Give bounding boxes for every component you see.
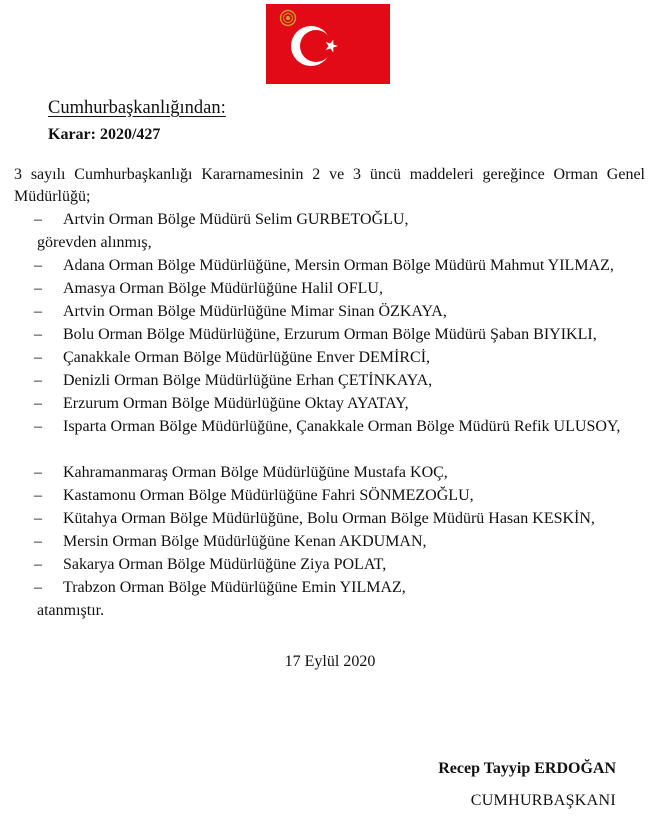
- list-item: [0, 370, 660, 392]
- appointment-text: Kütahya Orman Bölge Müdürlüğüne, Bolu Orman Bölge Müdürü Hasan KESKİN,: [63, 510, 595, 527]
- list-dash: –: [34, 556, 42, 573]
- list-dash: –: [34, 280, 42, 297]
- appointment-text: Sakarya Orman Bölge Müdürlüğüne Ziya POLAT,: [63, 556, 387, 573]
- turkish-flag-emblem: [266, 4, 390, 84]
- signatory-title: CUMHURBAŞKANI: [470, 792, 616, 809]
- appointment-text: Bolu Orman Bölge Müdürlüğüne, Erzurum Orman Bölge Müdürü Şaban BIYIKLI,: [63, 326, 597, 343]
- list-dash: –: [34, 510, 42, 527]
- appointment-text: Denizli Orman Bölge Müdürlüğüne Erhan ÇETİNKAYA,: [63, 372, 433, 389]
- list-dash: –: [34, 211, 42, 228]
- list-dash: –: [34, 579, 42, 596]
- signatory-name: Recep Tayyip ERDOĞAN: [438, 760, 616, 777]
- appointment-text: Artvin Orman Bölge Müdürlüğüne Mimar Sinan ÖZKAYA,: [63, 303, 447, 320]
- appointment-text: Amasya Orman Bölge Müdürlüğüne Halil OFLU,: [63, 280, 383, 297]
- list-item: [0, 324, 660, 346]
- list-item: [0, 508, 660, 530]
- list-dash: –: [34, 533, 42, 550]
- appointment-text: Çanakkale Orman Bölge Müdürlüğüne Enver DEMİRCİ,: [63, 349, 431, 366]
- appointment-text: Kahramanmaraş Orman Bölge Müdürlüğüne Mustafa KOÇ,: [63, 464, 448, 481]
- appointed-label: atanmıştır.: [37, 602, 105, 619]
- list-item: [0, 301, 660, 323]
- list-dash: –: [34, 487, 42, 504]
- appointment-text: Isparta Orman Bölge Müdürlüğüne, Çanakkale Orman Bölge Müdürü Refik ULUSOY,: [63, 418, 621, 435]
- list-item: [0, 554, 660, 576]
- appointment-text: Erzurum Orman Bölge Müdürlüğüne Oktay AYATAY,: [63, 395, 409, 412]
- appointment-text: Kastamonu Orman Bölge Müdürlüğüne Fahri SÖNMEZOĞLU,: [63, 487, 474, 504]
- appointment-text: Adana Orman Bölge Müdürlüğüne, Mersin Orman Bölge Müdürü Mahmut YILMAZ,: [63, 257, 614, 274]
- list-dash: –: [34, 257, 42, 274]
- list-item: [0, 347, 660, 369]
- removed-label: görevden alınmış,: [37, 234, 152, 251]
- issuing-office: Cumhurbaşkanlığından:: [48, 98, 226, 118]
- intro-paragraph: 3 sayılı Cumhurbaşkanlığı Kararnamesinin 2 ve 3 üncü maddeleri gereğince Orman Genel Müdürlüğü;: [14, 166, 645, 205]
- appointment-text: Trabzon Orman Bölge Müdürlüğüne Emin YILMAZ,: [63, 579, 406, 596]
- list-item: [0, 577, 660, 599]
- list-item: [0, 255, 660, 277]
- list-item: [0, 278, 660, 300]
- list-item: [0, 416, 660, 460]
- list-dash: –: [34, 418, 42, 435]
- list-dash: –: [34, 395, 42, 412]
- list-item: [0, 531, 660, 553]
- list-dash: –: [34, 326, 42, 343]
- removed-item-text: Artvin Orman Bölge Müdürü Selim GURBETOĞLU,: [63, 211, 409, 228]
- decision-date: 17 Eylül 2020: [284, 653, 376, 670]
- list-item: [0, 485, 660, 507]
- appointment-text: Mersin Orman Bölge Müdürlüğüne Kenan AKDUMAN,: [63, 533, 427, 550]
- list-dash: –: [34, 464, 42, 481]
- list-dash: –: [34, 303, 42, 320]
- decision-number: Karar: 2020/427: [48, 126, 161, 143]
- list-dash: –: [34, 372, 42, 389]
- list-dash: –: [34, 349, 42, 366]
- list-item: [0, 462, 660, 484]
- list-item-removed: [0, 209, 660, 231]
- list-item: [0, 393, 660, 415]
